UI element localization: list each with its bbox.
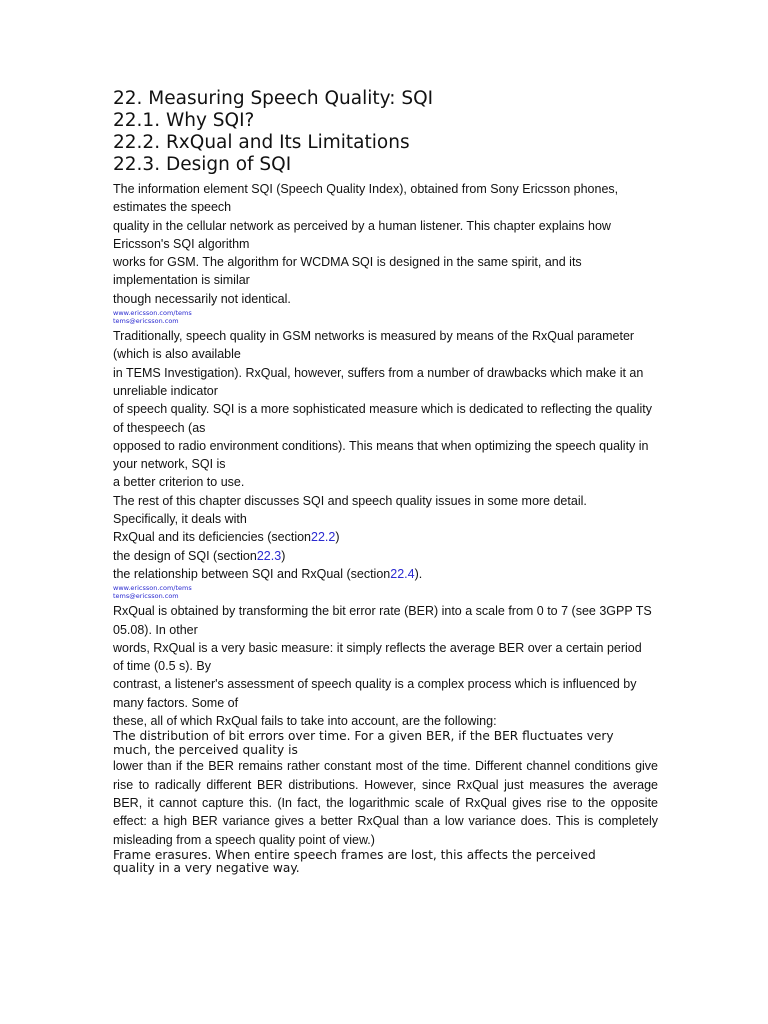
bullet-line: The distribution of bit errors over time. For a given BER, if the BER fluctuates very [113,729,614,744]
paragraph-line: Specifically, it deals with [113,512,247,527]
paragraph-line: many factors. Some of [113,695,239,710]
paragraph-line: unreliable indicator [113,383,218,398]
paragraph-line: of thespeech (as [113,420,206,435]
footer-email-link[interactable]: tems@ericsson.com [113,317,179,326]
paragraph-line: quality in the cellular network as perceived by a human listener. This chapter explains how [113,218,611,233]
list-item [113,547,658,565]
paragraph-line: Ericsson's SQI algorithm [113,236,250,251]
list-item [113,565,658,583]
paragraph-line: rise to radically different BER distributions. However, since RxQual just measures the average [113,777,658,792]
body-text [113,180,658,876]
paragraph-line: words, RxQual is a very basic measure: it simply reflects the average BER over a certain period [113,640,642,655]
paragraph-line: of time (0.5 s). By [113,659,211,674]
paragraph-line: opposed to radio environment conditions). This means that when optimizing the speech quality in [113,438,649,453]
heading-block [113,88,433,176]
paragraph-line: these, all of which RxQual fails to take into account, are the following: [113,714,497,729]
heading-chapter: 22. Measuring Speech Quality: SQI [113,88,434,109]
paragraph-line: lower than if the BER remains rather constant most of the time. Different channel conditions give [113,759,658,774]
paragraph-line: The information element SQI (Speech Quality Index), obtained from Sony Ericsson phones, [113,182,619,196]
paragraph-line: estimates the speech [113,200,232,215]
section-link-22-4[interactable]: 22.4 [390,566,415,581]
list-item [113,528,658,546]
heading-rxqual-limitations: 22.2. RxQual and Its Limitations [113,132,410,153]
heading-why-sqi: 22.1. Why SQI? [113,110,255,131]
paragraph-line: implementation is similar [113,273,250,288]
footer-url-link[interactable]: www.ericsson.com/tems [113,584,192,593]
footer-email-link[interactable]: tems@ericsson.com [113,592,179,601]
paragraph-line: of speech quality. SQI is a more sophisticated measure which is dedicated to reflecting the quality [113,402,652,417]
list-item-text: RxQual and its deficiencies (section [113,530,312,545]
list-item-text: the relationship between SQI and RxQual (section [113,566,391,581]
paragraph-line: misleading from a speech quality point of view.) [113,832,375,847]
section-link-22-3[interactable]: 22.3 [256,548,282,563]
paragraph-line: Traditionally, speech quality in GSM networks is measured by means of the RxQual parameter [113,329,635,344]
paragraph-line: works for GSM. The algorithm for WCDMA SQI is designed in the same spirit, and its [113,255,582,270]
paragraph-line: RxQual is obtained by transforming the bit error rate (BER) into a scale from 0 to 7 (see 3GPP TS [113,604,652,619]
paragraph-line: though necessarily not identical. [113,291,291,306]
section-link-22-2[interactable]: 22.2 [311,530,336,545]
heading-design-of-sqi: 22.3. Design of SQI [113,154,292,175]
list-item-text: the design of SQI (section [113,548,257,563]
paragraph-line: (which is also available [113,347,241,362]
paragraph-line: 05.08). In other [113,622,198,637]
paragraph-line: your network, SQI is [113,457,226,472]
bullet-line: much, the perceived quality is [113,742,298,757]
paragraph-line: effect: a high BER variance gives a better RxQual than a low variance does. This is completely [113,814,658,829]
footer-url-link[interactable]: www.ericsson.com/tems [113,309,192,318]
list-item-tail: ) [281,548,286,563]
list-item-tail: ). [414,566,423,581]
paragraph-line: in TEMS Investigation). RxQual, however, suffers from a number of drawbacks which make it an [113,365,644,380]
paragraph-line: a better criterion to use. [113,475,245,490]
paragraph-line: The rest of this chapter discusses SQI and speech quality issues in some more detail. [113,493,587,508]
paragraph-line: contrast, a listener's assessment of speech quality is a complex process which is influenced by [113,677,637,692]
page-footer [113,584,658,600]
bullet-line: quality in a very negative way. [113,861,300,876]
list-item-tail: ) [335,530,340,545]
paragraph-line: BER, it cannot capture this. (In fact, the logarithmic scale of RxQual gives rise to the opposite [113,795,658,810]
bullet-line: Frame erasures. When entire speech frames are lost, this affects the perceived [113,847,596,862]
page-footer [113,309,658,325]
